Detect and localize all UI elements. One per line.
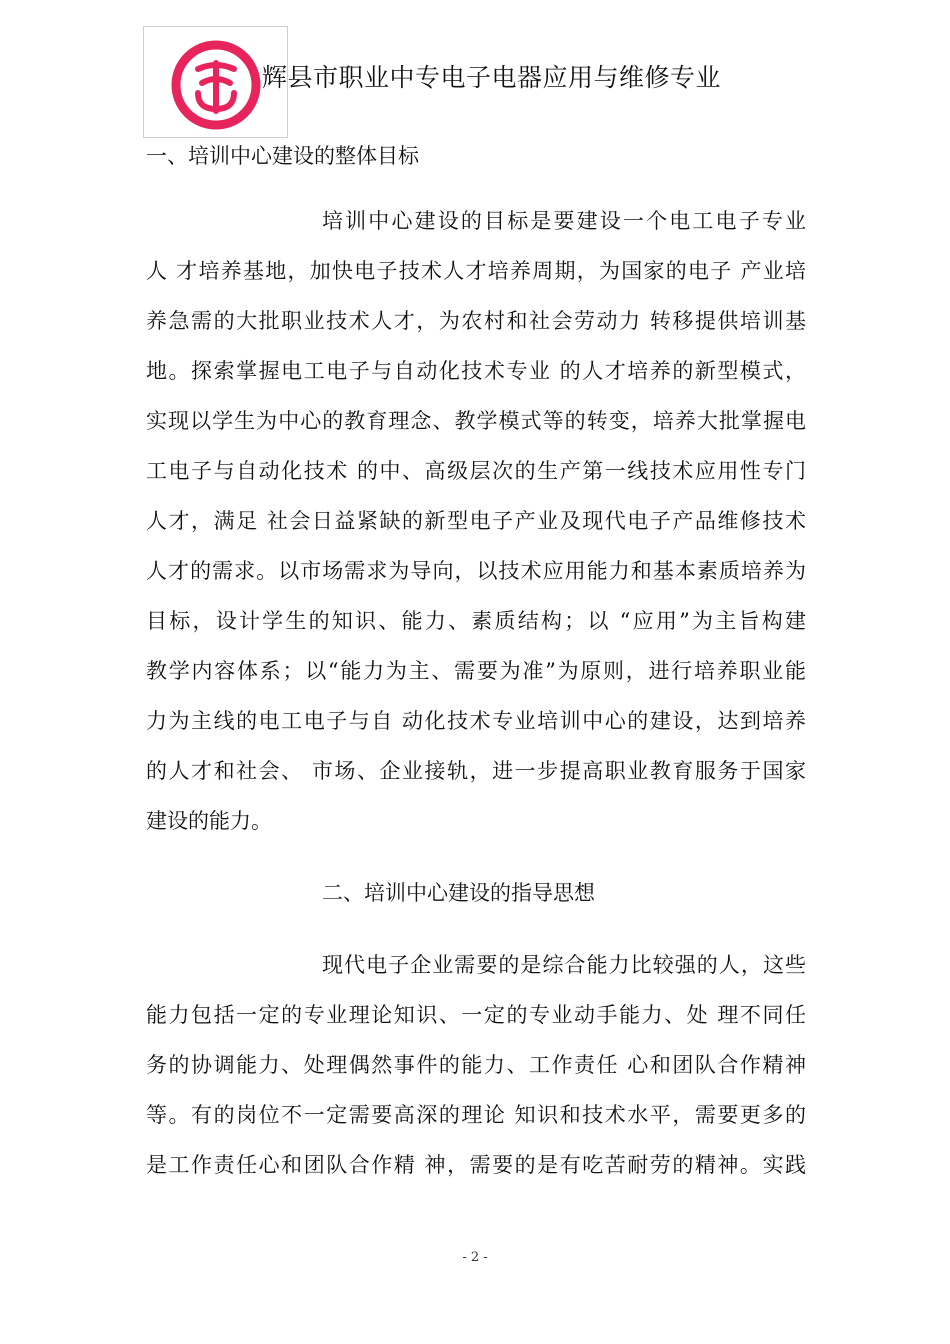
paragraph-line: 是工作责任心和团队合作精 神，需要的是有吃苦耐劳的精神。实践 [146, 1153, 806, 1177]
document-title: 辉县市职业中专电子电器应用与维修专业 [262, 63, 722, 92]
section-2-paragraph [146, 940, 806, 1190]
page-number: - 2 - [462, 1250, 488, 1265]
section-1-paragraph [146, 196, 806, 846]
paragraph-line: 教学内容体系；以“能力为主、需要为准”为原则，进行培养职业能 [146, 659, 806, 683]
paragraph-line: 人 才培养基地，加快电子技术人才培养周期，为国家的电子 产业培 [146, 259, 806, 283]
paragraph-line: 工电子与自动化技术 的中、高级层次的生产第一线技术应用性专门 [146, 459, 806, 483]
paragraph-line: 等。有的岗位不一定需要高深的理论 知识和技术水平，需要更多的 [146, 1103, 806, 1127]
school-emblem-icon [168, 37, 264, 133]
paragraph-line: 人才，满足 社会日益紧缺的新型电子产业及现代电子产品维修技术 [146, 509, 806, 533]
section-1-heading: 一、培训中心建设的整体目标 [146, 144, 419, 168]
paragraph-line: 力为主线的电工电子与自 动化技术专业培训中心的建设，达到培养 [146, 709, 806, 733]
paragraph-line: 现代电子企业需要的是综合能力比较强的人，这些 [322, 953, 806, 977]
paragraph-line: 的人才和社会、 市场、企业接轨，进一步提高职业教育服务于国家 [146, 759, 806, 783]
paragraph-line: 务的协调能力、处理偶然事件的能力、工作责任 心和团队合作精神 [146, 1053, 806, 1077]
paragraph-line: 建设的能力。 [146, 809, 272, 833]
paragraph-line: 目标，设计学生的知识、能力、素质结构；以 “应用”为主旨构建 [146, 609, 806, 633]
paragraph-line: 养急需的大批职业技术人才，为农村和社会劳动力 转移提供培训基 [146, 309, 806, 333]
paragraph-line: 能力包括一定的专业理论知识、一定的专业动手能力、处 理不同任 [146, 1003, 806, 1027]
paragraph-line: 地。探索掌握电工电子与自动化技术专业 的人才培养的新型模式， [146, 359, 806, 383]
paragraph-line: 培训中心建设的目标是要建设一个电工电子专业 [322, 209, 806, 233]
paragraph-line: 人才的需求。以市场需求为导向，以技术应用能力和基本素质培养为 [146, 559, 806, 583]
paragraph-line: 实现以学生为中心的教育理念、教学模式等的转变，培养大批掌握电 [146, 409, 806, 433]
section-2-heading: 二、培训中心建设的指导思想 [322, 881, 595, 905]
